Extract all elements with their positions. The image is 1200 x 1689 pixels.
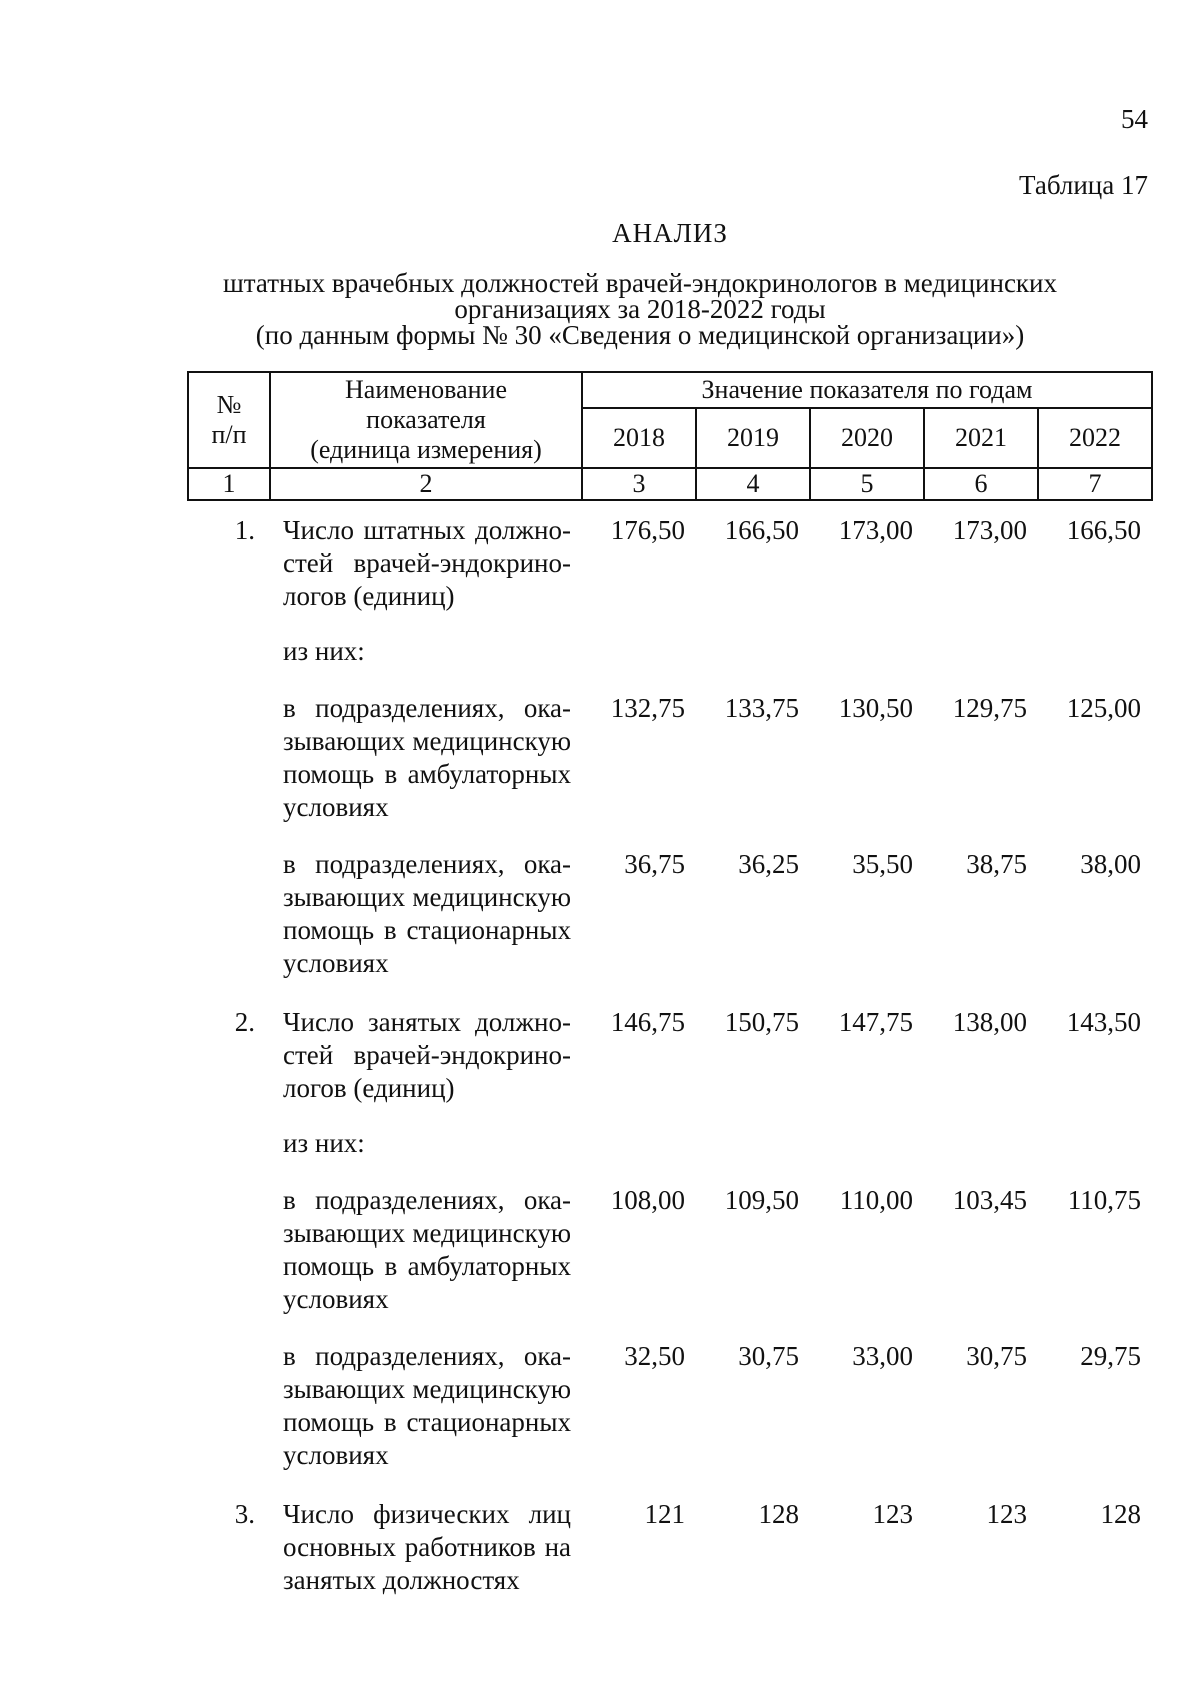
col-number: 1	[188, 468, 270, 500]
header-num-symbol: №	[216, 390, 242, 419]
col-number: 3	[582, 468, 696, 500]
table-row	[187, 1127, 1151, 1160]
subtitle-line: организациях за 2018-2022 годы	[454, 294, 826, 324]
row-value-2018: 146,75	[610, 1007, 685, 1037]
table-row	[187, 1498, 1151, 1597]
row-value-2021: 138,00	[952, 1007, 1027, 1037]
table-header	[187, 371, 1153, 501]
row-indicator-line: Число штатных должно-	[283, 515, 571, 545]
row-value-2018: 36,75	[624, 849, 685, 879]
row-indicator-line: из них:	[283, 1128, 365, 1158]
header-year-2021: 2021	[924, 408, 1038, 468]
table-label: Таблица 17	[1019, 170, 1148, 200]
row-value-2019: 166,50	[724, 515, 799, 545]
row-value-2020: 173,00	[838, 515, 913, 545]
row-value-2022: 125,00	[1066, 693, 1141, 723]
header-name-cell	[270, 372, 582, 468]
row-indicator-line: условиях	[283, 948, 389, 978]
table-row	[187, 1184, 1151, 1316]
row-value-2021: 173,00	[952, 515, 1027, 545]
header-values-group: Значение показателя по годам	[582, 372, 1152, 408]
row-indicator-name	[269, 848, 581, 980]
row-value-2020: 123	[872, 1499, 913, 1529]
col-number: 5	[810, 468, 924, 500]
row-value-2019: 128	[758, 1499, 799, 1529]
row-number: 2.	[234, 1007, 255, 1037]
page-number: 54	[1121, 104, 1148, 134]
row-value-2020: 33,00	[852, 1341, 913, 1371]
document-subtitle	[140, 270, 1140, 348]
row-value-2021: 129,75	[952, 693, 1027, 723]
row-indicator-line: стей врачей-эндокрино-	[283, 1040, 571, 1070]
header-num-abbr: п/п	[211, 420, 247, 449]
col-number: 4	[696, 468, 810, 500]
subtitle-line: штатных врачебных должностей врачей-эндокринологов в медицинских	[223, 268, 1057, 298]
row-indicator-line: в подразделениях, ока-	[283, 1185, 571, 1215]
row-indicator-line: занятых должностях	[283, 1565, 520, 1595]
row-value-2018: 108,00	[610, 1185, 685, 1215]
row-value-2021: 103,45	[952, 1185, 1027, 1215]
row-value-2020: 35,50	[852, 849, 913, 879]
subtitle-line: (по данным формы № 30 «Сведения о медицинской организации»)	[255, 320, 1025, 350]
row-indicator-name	[269, 1340, 581, 1472]
table-row	[187, 1006, 1151, 1105]
row-indicator-name	[269, 1127, 581, 1160]
row-indicator-line: в подразделениях, ока-	[283, 1341, 571, 1371]
row-value-2021: 123	[986, 1499, 1027, 1529]
row-value-2022: 143,50	[1066, 1007, 1141, 1037]
row-value-2021: 38,75	[966, 849, 1027, 879]
row-indicator-line: помощь в амбулаторных	[283, 759, 571, 789]
header-year-2020: 2020	[810, 408, 924, 468]
row-indicator-line: условиях	[283, 1284, 389, 1314]
col-number: 7	[1038, 468, 1152, 500]
row-indicator-line: зывающих медицинскую	[283, 726, 571, 756]
row-indicator-line: помощь в амбулаторных	[283, 1251, 571, 1281]
table-row	[187, 692, 1151, 824]
row-indicator-line: в подразделениях, ока-	[283, 693, 571, 723]
row-indicator-line: Число физических лиц	[283, 1499, 571, 1529]
table-body	[187, 514, 1151, 1597]
row-indicator-line: в подразделениях, ока-	[283, 849, 571, 879]
row-value-2020: 130,50	[838, 693, 913, 723]
header-num-cell	[188, 372, 270, 468]
header-year-2022: 2022	[1038, 408, 1152, 468]
row-indicator-name	[269, 1006, 581, 1105]
row-indicator-name	[269, 692, 581, 824]
col-number: 2	[270, 468, 582, 500]
row-indicator-line: стей врачей-эндокрино-	[283, 548, 571, 578]
row-value-2022: 29,75	[1080, 1341, 1141, 1371]
row-indicator-line: логов (единиц)	[283, 581, 455, 611]
row-indicator-line: зывающих медицинскую	[283, 1218, 571, 1248]
table-row	[187, 514, 1151, 613]
row-value-2019: 109,50	[724, 1185, 799, 1215]
row-number: 1.	[234, 515, 255, 545]
table-row	[187, 635, 1151, 668]
header-year-2019: 2019	[696, 408, 810, 468]
header-name-line: показателя	[366, 405, 486, 434]
table-row	[187, 1340, 1151, 1472]
row-value-2022: 38,00	[1080, 849, 1141, 879]
row-value-2019: 150,75	[724, 1007, 799, 1037]
header-name-line: Наименование	[345, 375, 507, 404]
row-value-2018: 176,50	[610, 515, 685, 545]
row-indicator-line: из них:	[283, 636, 365, 666]
row-indicator-line: условиях	[283, 1440, 389, 1470]
row-indicator-name	[269, 514, 581, 613]
document-title: АНАЛИЗ	[612, 218, 728, 248]
row-indicator-line: основных работников на	[283, 1532, 571, 1562]
row-indicator-name	[269, 1498, 581, 1597]
row-indicator-line: Число занятых должно-	[283, 1007, 571, 1037]
row-value-2018: 32,50	[624, 1341, 685, 1371]
row-number: 3.	[234, 1499, 255, 1529]
row-value-2022: 166,50	[1066, 515, 1141, 545]
row-indicator-line: зывающих медицинскую	[283, 1374, 571, 1404]
row-value-2019: 36,25	[738, 849, 799, 879]
row-indicator-name	[269, 1184, 581, 1316]
row-indicator-line: помощь в стационарных	[283, 915, 571, 945]
header-year-2018: 2018	[582, 408, 696, 468]
row-indicator-line: зывающих медицинскую	[283, 882, 571, 912]
row-value-2019: 30,75	[738, 1341, 799, 1371]
row-indicator-line: условиях	[283, 792, 389, 822]
row-value-2022: 128	[1100, 1499, 1141, 1529]
row-indicator-line: помощь в стационарных	[283, 1407, 571, 1437]
row-value-2019: 133,75	[724, 693, 799, 723]
row-indicator-name	[269, 635, 581, 668]
row-value-2020: 147,75	[838, 1007, 913, 1037]
row-value-2018: 132,75	[610, 693, 685, 723]
row-value-2022: 110,75	[1067, 1185, 1141, 1215]
row-value-2021: 30,75	[966, 1341, 1027, 1371]
row-value-2018: 121	[644, 1499, 685, 1529]
row-indicator-line: логов (единиц)	[283, 1073, 455, 1103]
header-name-line: (единица измерения)	[310, 435, 542, 464]
table-row	[187, 848, 1151, 980]
row-value-2020: 110,00	[839, 1185, 913, 1215]
col-number: 6	[924, 468, 1038, 500]
